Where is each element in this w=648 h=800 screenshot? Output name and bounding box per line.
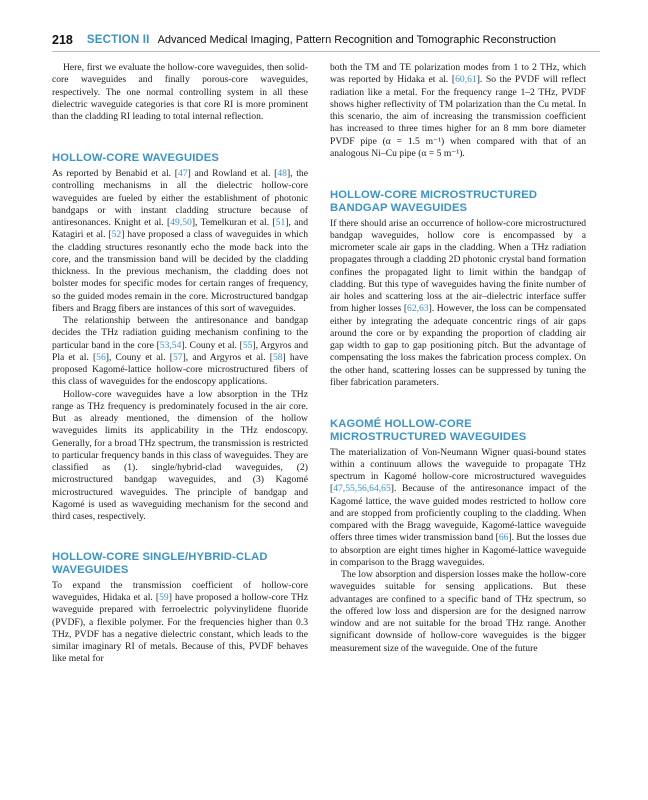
citation-link[interactable]: 62,63 [407,303,429,315]
citation-link[interactable]: 52 [111,229,122,241]
heading-microstructured-bandgap: HOLLOW-CORE MICROSTRUCTURED BANDGAP WAVEGUIDES [330,189,538,214]
page-number: 218 [52,33,73,47]
citation-link[interactable]: 66 [498,532,509,544]
chapter-title: Advanced Medical Imaging, Pattern Recognition and Tomographic Reconstruction [157,34,557,46]
right-column [330,62,586,655]
header-divider [52,51,600,52]
section-label: SECTION II [86,34,150,46]
citation-link[interactable]: 51 [275,217,286,229]
citation-link[interactable]: 53,54 [159,339,182,351]
citation-link[interactable]: 59 [159,592,169,604]
citation-link[interactable]: 55 [242,339,253,351]
heading-hollow-core-waveguides: HOLLOW-CORE WAVEGUIDES [52,152,219,165]
heading-single-hybrid-clad: HOLLOW-CORE SINGLE/HYBRID-CLAD WAVEGUIDES [52,551,268,577]
kagome-paragraph-1: The materialization of Von-Neumann Wigner quasi-bound states within a continuum allows the waveguide to propagate THz spectrum in Kagomé hollow-core microstructured waveguides [47,55,56,64,65]. Because of the antiresonance impact of the Kagomé lattice, the wave guided modes restricted to hollow core and are stopped from proficiently coupling to the cladding. When compared with the Bragg waveguide, Kagomé-lattice waveguide offers three times wider transmission band [66]. But the losses due to absorption are eight times higher in Kagomé-lattice waveguide in comparison to the Bragg waveguides. [330,446,586,568]
hollow-core-paragraph-3: Hollow-core waveguides have a low absorption in the THz range as THz frequency is predominately focused in the air core. But as already mentioned, the dimension of the hollow waveguides limits its applicability in the THz endoscopy. Generally, for a broad THz spectrum, the transmission is restricted to particular frequency bands in this class of waveguides. They are classified as (1). single/hybrid-clad waveguides, (2) microstructured bandgap waveguides, and (3) Kagomé microstructured waveguides. The principle of bandgap and Kagomé is used as waveguiding mechanism for the second and third cases, respectively. [52,388,308,523]
citation-link[interactable]: 56 [96,351,106,363]
citation-link[interactable]: 57 [172,351,183,363]
intro-paragraph: Here, first we evaluate the hollow-core waveguides, then solid-core waveguides and finally porous-core waveguides, respectively. The one normal controlling system in all these dielectric waveguide categories is that core RI is more prominent than the cladding RI leading to total internal reflection. [52,62,308,122]
kagome-paragraph-2: The low absorption and dispersion losses make the hollow-core waveguides suitable for sensing applications. But these advantages are confined to a specific band of THz spectrum, so the offered low loss and dispersion are for the designed narrow window and are not suitable for the broad THz range. Another significant downside of hollow-core waveguides is the bigger measurement size of the waveguide. One of the future [330,569,586,654]
citation-link[interactable]: 58 [272,351,283,363]
single-hybrid-paragraph-1: To expand the transmission coefficient of hollow-core waveguides, Hidaka et al. [59] have proposed a hollow-core THz waveguide prepared with ferroelectric polyvinylidene fluoride (PVDF), a flexible polymer. For the frequencies higher than 0.3 THz, PVDF has a negative dielectric constant, which leads to the similar imaginary RI of metals. Because of this, PVDF behaves like metal for [52,579,308,665]
continuation-paragraph: both the TM and TE polarization modes from 1 to 2 THz, which was reported by Hidaka et al. [60,61]. So the PVDF will reflect radiation like a metal. For the frequency range 1–2 THz, PVDF shows higher reflectivity of TM polarization than the Cu metal. In this scenario, the aim of increasing the transmission coefficient has increased to three times higher for an 8 mm bore diameter PVDF pipe (α = 1.5 m⁻¹) when compared with that of an analogous Ni–Cu pipe (α = 5 m⁻¹). [330,62,586,159]
citation-link[interactable]: 47 [177,168,188,180]
hollow-core-paragraph-1: As reported by Benabid et al. [47] and Rowland et al. [48], the controlling mechanisms in all the dielectric hollow-core waveguides are fueled by either the establishment of photonic bandgaps or with instant cladding structure because of antiresonances. Knight et al. [49,50], Temelkuran et al. [51], and Katagiri et al. [52] have proposed a class of waveguides in which the cladding structures resonantly echo the mode back into the core, and the transmission band will be decided by the cladding thickness. In the previous mechanism, the cladding does not bolster modes for specific modes for certain ranges of frequency, so the guided modes remain in the core. Microstructured bandgap fibers and Bragg fibers are instances of this sort of waveguides. [52,168,309,314]
bandgap-paragraph-1: If there should arise an occurrence of hollow-core microstructured bandgap waveguides, hollow core is encompassed by a micrometer scale air gaps in the cladding. When a THz radiation propagates through a cladding 2D photonic crystal band formation confines the propagated light to limit within the bandgap of cladding. But this type of waveguides having the finite number of air holes and scattering loss at the air–dielectric interface suffer from higher losses [62,63]. However, the loss can be compensated either by integrating the adequate concentric rings of air gaps around the core or by expanding the proportion of cladding air gap width to gap to gap positioning pitch. But the advantage of compensating the loss makes the fabrication process complex. On the other hand, scattering losses can be suppressed by tuning the fiber fabrication parameters. [330,217,586,388]
hollow-core-paragraph-2: The relationship between the antiresonance and bandgap decides the THz radiation guiding mechanism confining to the particular band in the core [53,54]. Couny et al. [55], Argyros and Pla et al. [56], Couny et al. [57], and Argyros et al. [58] have proposed Kagomé-lattice hollow-core microstructured fibers of this class of waveguides for the endoscopy applications. [52,315,309,388]
heading-kagome-hollow-core: KAGOMÉ HOLLOW-CORE MICROSTRUCTURED WAVEGUIDES [330,418,527,443]
running-header [52,30,600,50]
citation-link[interactable]: 60,61 [455,74,477,86]
citation-link[interactable]: 47,55,56,64,65 [333,483,391,495]
citation-link[interactable]: 48 [277,168,287,180]
citation-link[interactable]: 49,50 [170,217,192,229]
left-column [52,62,308,666]
